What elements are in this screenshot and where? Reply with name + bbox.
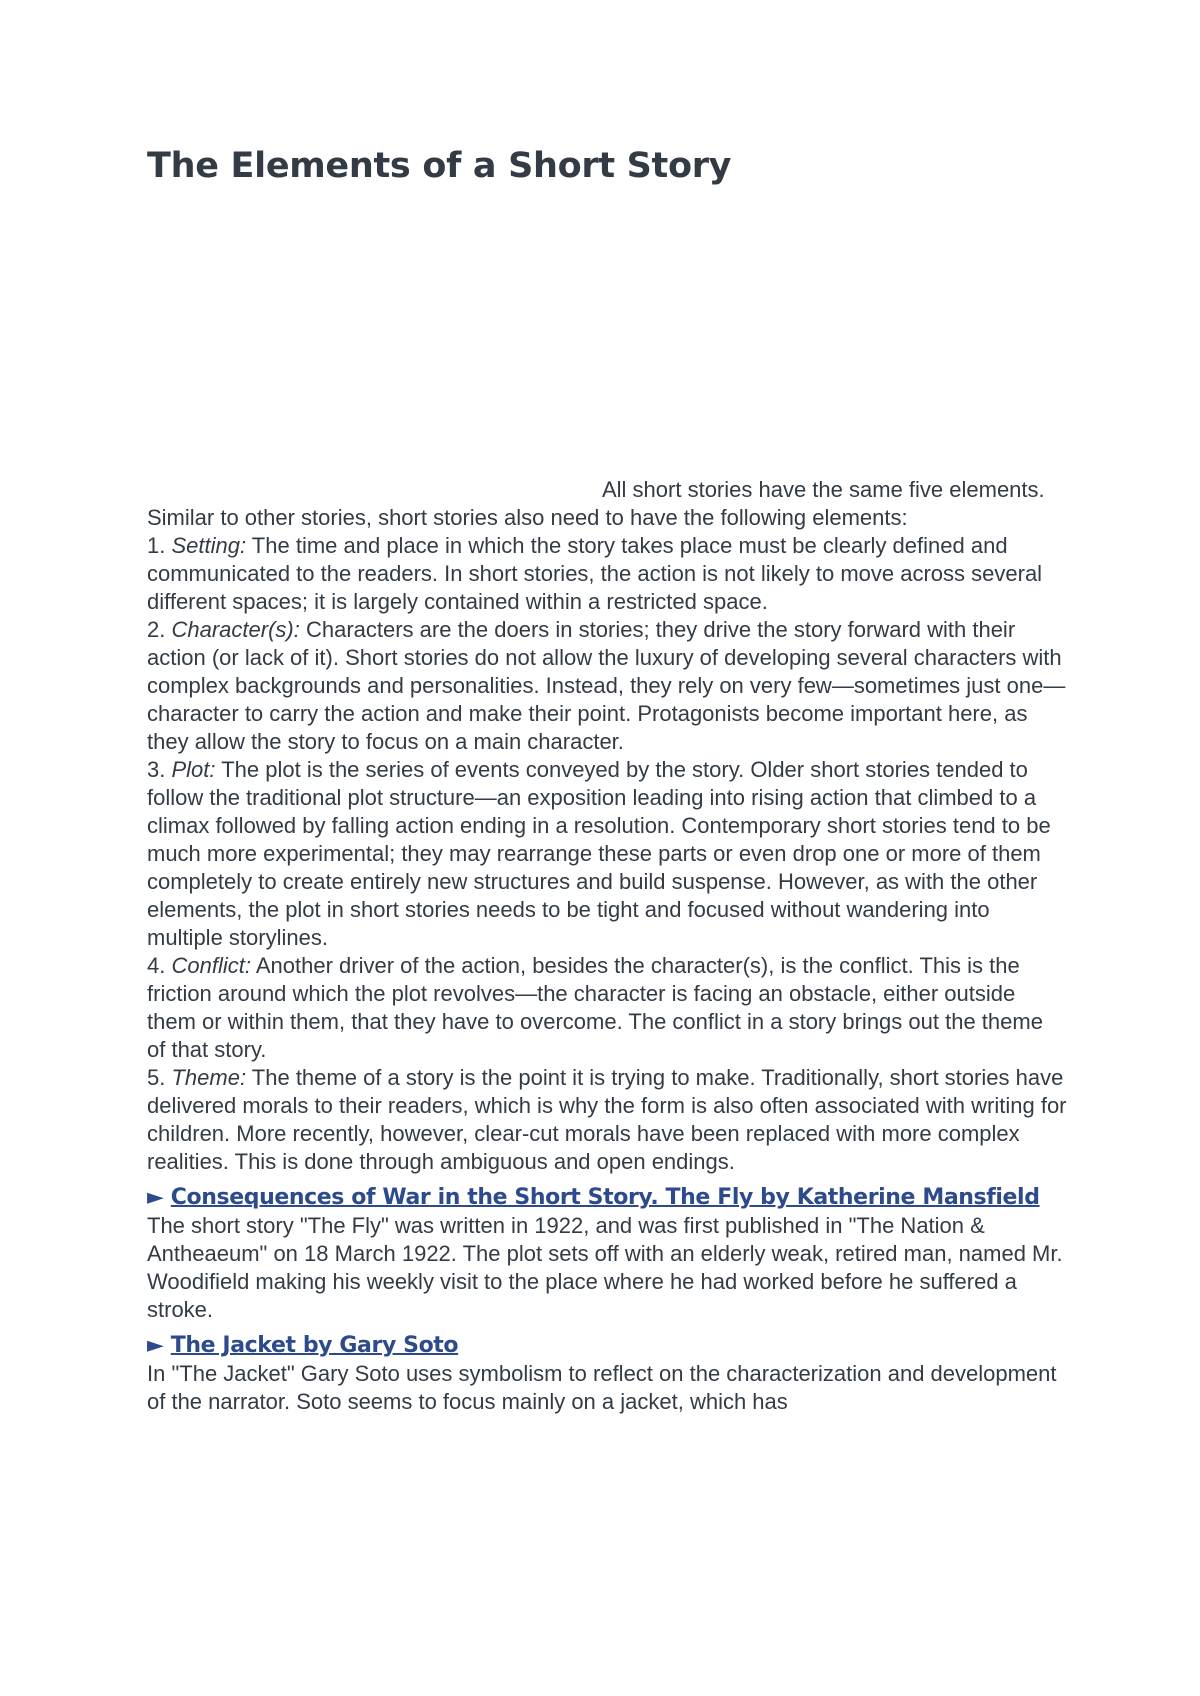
element-conflict [147,952,1067,1064]
element-plot [147,756,1067,952]
element-number: 2. [147,617,166,642]
document-title: The Elements of a Short Story [147,146,732,186]
element-text: Another driver of the action, besides the character(s), is the conflict. This is the friction around which the plot revolves—the character is facing an obstacle, either outside them or within them, that they have to overcome. The conflict in a story brings out the theme of that story. [147,953,1043,1062]
element-number: 5. [147,1065,166,1090]
related-link-the-jacket[interactable]: The Jacket by Gary Soto [170,1333,459,1358]
element-theme [147,1064,1067,1176]
element-characters [147,616,1067,756]
element-number: 3. [147,757,166,782]
related-excerpt-the-fly: The short story "The Fly" was written in 1922, and was first published in "The Nation & Antheaeum" on 18 March 1922. The plot sets off with an elderly weak, retired man, named Mr. Woodifield making his weekly visit to the place where he had worked before he suffered a stroke. [147,1213,1063,1322]
triangle-pointer-icon: ► [147,1333,171,1358]
element-text: The time and place in which the story takes place must be clearly defined and communicated to the readers. In short stories, the action is not likely to move across several different spaces; it is largely contained within a restricted space. [147,533,1043,614]
element-text: Characters are the doers in stories; they drive the story forward with their action (or lack of it). Short stories do not allow the luxury of developing several characters with complex backgrounds and personalities. Instead, they rely on very few—sometimes just one—character to carry the action and make their point. Protagonists become important here, as they allow the story to focus on a main character. [147,617,1066,754]
related-heading-the-fly [147,1184,1067,1212]
element-text: The theme of a story is the point it is trying to make. Traditionally, short stories have delivered morals to their readers, which is why the form is also often associated with writing for children. More recently, however, clear-cut morals have been replaced with more complex realities. This is done through ambiguous and open endings. [147,1065,1067,1174]
element-number: 1. [147,533,166,558]
element-term: Theme: [171,1065,247,1090]
document-body [147,476,1067,1416]
element-setting [147,532,1067,616]
element-text: The plot is the series of events conveyed by the story. Older short stories tended to follow the traditional plot structure—an exposition leading into rising action that climbed to a climax followed by falling action ending in a resolution. Contemporary short stories tend to be much more experimental; they may rearrange these parts or even drop one or more of them completely to create entirely new structures and build suspense. However, as with the other elements, the plot in short stories needs to be tight and focused without wandering into multiple storylines. [147,757,1051,950]
related-heading-the-jacket [147,1332,1067,1360]
element-term: Plot: [171,757,216,782]
element-term: Setting: [171,533,247,558]
element-number: 4. [147,953,166,978]
element-term: Character(s): [171,617,300,642]
related-excerpt-the-jacket: In "The Jacket" Gary Soto uses symbolism to reflect on the characterization and development of the narrator. Soto seems to focus mainly on a jacket, which has [147,1361,1057,1414]
element-term: Conflict: [171,953,251,978]
triangle-pointer-icon: ► [147,1185,171,1210]
intro-text: All short stories have the same five elements. [602,477,1045,502]
related-link-the-fly[interactable]: Consequences of War in the Short Story. The Fly by Katherine Mansfield [170,1185,1040,1210]
lead-text: Similar to other stories, short stories also need to have the following elements: [147,505,908,530]
